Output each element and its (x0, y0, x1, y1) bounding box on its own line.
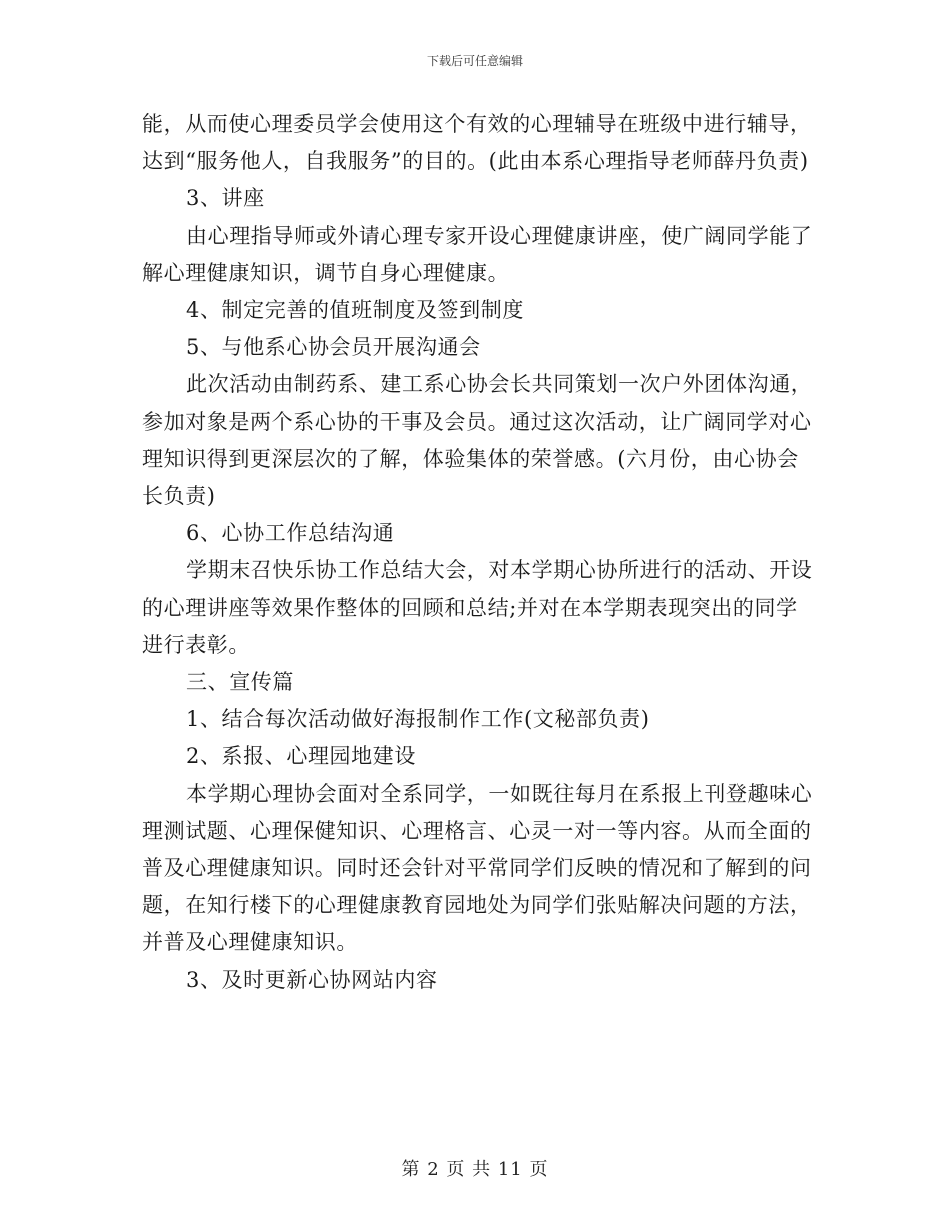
section-heading: 1、结合每次活动做好海报制作工作(文秘部负责) (186, 707, 650, 732)
page-number: 第 2 页 共 11 页 (401, 1159, 549, 1180)
document-body (142, 106, 814, 999)
paragraph: 由心理指导师或外请心理专家开设心理健康讲座，使广阔同学能了解心理健康知识，调节自身心理健康。 (142, 223, 813, 285)
section-heading: 5、与他系心协会员开展沟通会 (186, 335, 481, 360)
section-heading: 三、宣传篇 (186, 670, 294, 695)
paragraph: 学期末召快乐协工作总结大会，对本学期心协所进行的活动、开设的心理讲座等效果作整体的回顾和总结;并对在本学期表现突出的同学进行表彰。 (142, 558, 813, 657)
page-header-note: 下载后可任意编辑 (426, 54, 523, 68)
section-heading: 2、系报、心理园地建设 (186, 744, 416, 769)
section-heading: 3、讲座 (186, 186, 265, 211)
paragraph: 本学期心理协会面对全系同学，一如既往每月在系报上刊登趣味心理测试题、心理保健知识、心理格言、心灵一对一等内容。从而全面的普及心理健康知识。同时还会针对平常同学们反映的情况和了解到的问题，在知行楼下的心理健康教育园地处为同学们张贴解决问题的方法，并普及心理健康知识。 (142, 781, 813, 955)
paragraph: 能，从而使心理委员学会使用这个有效的心理辅导在班级中进行辅导，达到“服务他人，自我服务”的目的。(此由本系心理指导老师薛丹负责) (142, 112, 812, 174)
paragraph: 此次活动由制药系、建工系心协会长共同策划一次户外团体沟通，参加对象是两个系心协的干事及会员。通过这次活动，让广阔同学对心理知识得到更深层次的了解，体验集体的荣誉感。(六月份，由心协会长负责) (142, 372, 813, 509)
section-heading: 3、及时更新心协网站内容 (186, 967, 438, 992)
section-heading: 4、制定完善的值班制度及签到制度 (186, 298, 524, 323)
section-heading: 6、心协工作总结沟通 (186, 521, 395, 546)
